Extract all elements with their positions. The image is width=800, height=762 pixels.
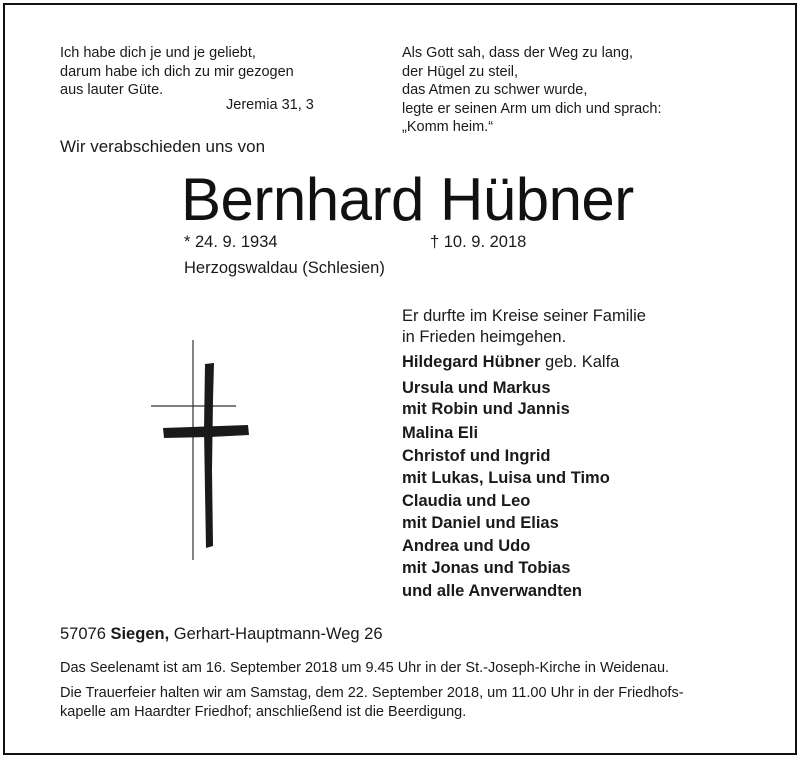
family-intro-line: in Frieden heimgehen.	[402, 328, 567, 346]
family-entry-name: Andrea und Udo	[402, 537, 531, 555]
quote-left	[60, 44, 294, 100]
family-entry	[402, 513, 619, 535]
quote-left-line: Ich habe dich je und je geliebt,	[60, 45, 256, 61]
family-entry	[402, 399, 619, 421]
family-entry-hildegard	[402, 352, 619, 374]
quote-right-line: das Atmen zu schwer wurde,	[402, 82, 588, 99]
family-entry-name: Malina Eli	[402, 423, 479, 442]
death-date: † 10. 9. 2018	[430, 233, 527, 251]
family-entry-name: mit Daniel und Elias	[402, 513, 559, 532]
family-entry	[402, 423, 619, 445]
address-city: Siegen,	[110, 625, 170, 643]
family-intro	[402, 306, 646, 348]
birthplace: Herzogswaldau (Schlesien)	[184, 259, 385, 277]
quote-left-reference: Jeremia 31, 3	[226, 97, 314, 113]
family-entry-name: mit Lukas, Luisa und Timo	[402, 468, 610, 487]
quote-right-line: Als Gott sah, dass der Weg zu lang,	[402, 45, 634, 61]
quote-left-line: darum habe ich dich zu mir gezogen	[60, 63, 294, 80]
family-entry-name: mit Robin und Jannis	[402, 400, 570, 418]
quote-right-line: „Komm heim.“	[402, 119, 494, 136]
funeral-notice-line: kapelle am Haardter Friedhof; anschließend ist die Beerdigung.	[60, 703, 467, 720]
family-entry	[402, 581, 619, 603]
deceased-name: Bernhard Hübner	[181, 166, 634, 233]
family-entry	[402, 468, 619, 490]
address-street: Gerhart-Hauptmann-Weg 26	[169, 625, 383, 643]
address	[60, 625, 383, 644]
family-entry-name: Ursula und Markus	[402, 378, 551, 397]
birth-date: * 24. 9. 1934	[184, 233, 278, 251]
quote-left-line: aus lauter Güte.	[60, 82, 164, 99]
family-entry-name: und alle Anverwandten	[402, 582, 583, 600]
family-entry	[402, 536, 619, 558]
family-entry	[402, 446, 619, 468]
cross-icon	[148, 340, 258, 562]
family-list	[402, 352, 619, 603]
funeral-notice-line: Die Trauerfeier halten wir am Samstag, dem 22. September 2018, um 11.00 Uhr in der Friedhofs-	[60, 685, 684, 701]
family-entry-suffix: geb. Kalfa	[540, 353, 620, 371]
family-entry	[402, 558, 619, 580]
family-entry	[402, 491, 619, 513]
family-entry-name: Christof und Ingrid	[402, 447, 551, 465]
quote-right-line: der Hügel zu steil,	[402, 63, 519, 80]
funeral-notice-1: Das Seelenamt ist am 16. September 2018 um 9.45 Uhr in der St.-Joseph-Kirche in Weidenau.	[60, 660, 670, 676]
family-entry-name: Hildegard Hübner	[402, 353, 541, 371]
quote-right-line: legte er seinen Arm um dich und sprach:	[402, 100, 662, 117]
family-entry-name: mit Jonas und Tobias	[402, 558, 571, 577]
funeral-notice-2	[60, 684, 684, 721]
family-intro-line: Er durfte im Kreise seiner Familie	[402, 307, 646, 325]
intro-text: Wir verabschieden uns von	[60, 137, 266, 156]
quote-right	[402, 44, 662, 137]
family-entry	[402, 378, 619, 400]
address-zip: 57076	[60, 625, 111, 643]
family-entry-name: Claudia und Leo	[402, 492, 531, 510]
